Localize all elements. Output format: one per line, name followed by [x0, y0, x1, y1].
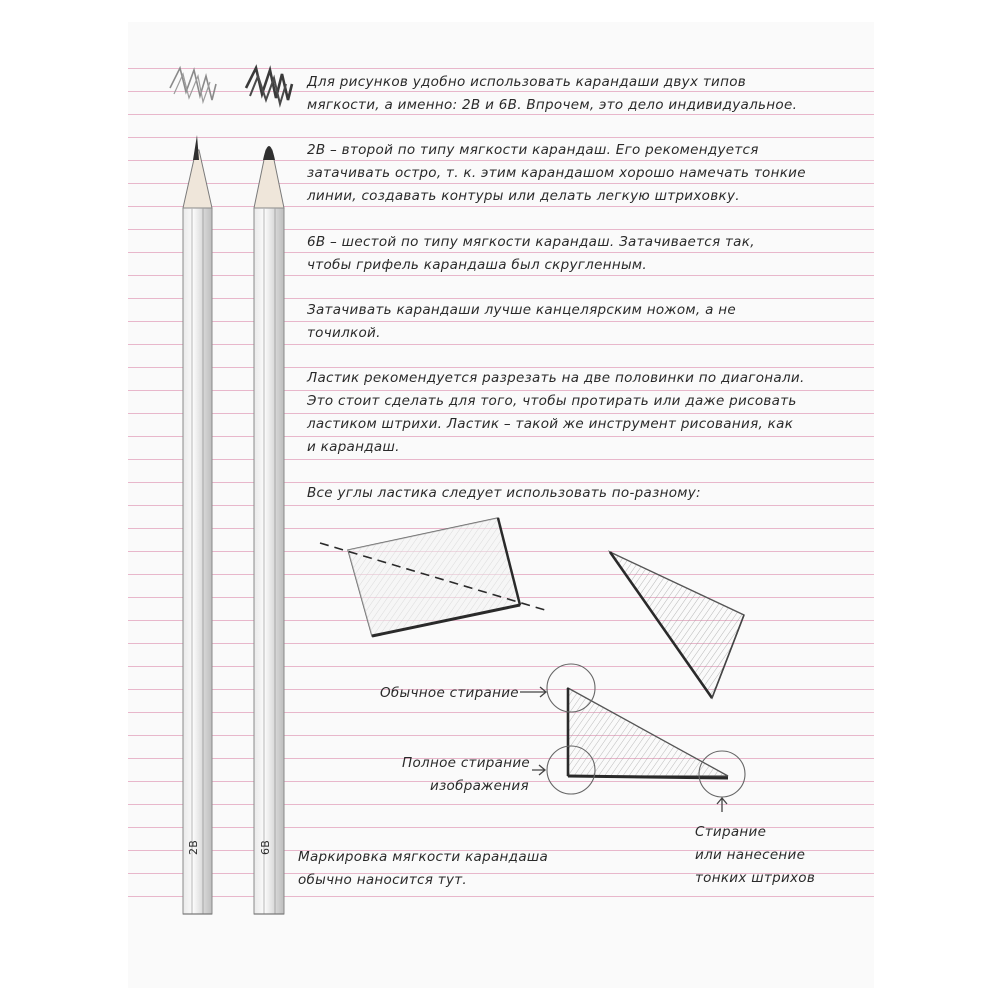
scribble-2b-icon — [170, 68, 216, 102]
eraser-half-icon — [610, 552, 744, 698]
paragraph-line: мягкости, а именно: 2В и 6В. Впрочем, это дело индивидуальное. — [307, 97, 798, 113]
pencil-2b-label: 2B — [187, 839, 200, 855]
label-fine-strokes: или нанесение — [695, 847, 806, 863]
paragraph-line: Для рисунков удобно использовать карандаши двух типов — [307, 74, 747, 90]
paragraph-line: Затачивать карандаши лучше канцелярским ножом, а не — [307, 302, 736, 318]
marking-note: Маркировка мягкости карандаша — [298, 849, 549, 865]
pencil-6b-label: 6B — [259, 839, 272, 855]
scribble-6b-icon — [246, 68, 292, 104]
paragraph-line: точилкой. — [307, 325, 381, 341]
paragraph-line: и карандаш. — [307, 439, 400, 455]
label-full-erasing: Полное стирание — [402, 755, 531, 771]
pencil-2b-icon — [183, 135, 212, 914]
pencil-6b-icon — [254, 146, 284, 914]
paragraph-line: 6В – шестой по типу мягкости карандаш. Затачивается так, — [307, 234, 755, 250]
paragraph-line: 2В – второй по типу мягкости карандаш. Его рекомендуется — [307, 142, 759, 158]
marking-note: обычно наносится тут. — [298, 872, 467, 888]
paragraph-line: ластиком штрихи. Ластик – такой же инструмент рисования, как — [307, 416, 794, 432]
label-fine-strokes: Стирание — [695, 824, 767, 840]
paragraph-line: затачивать остро, т. к. этим карандашом хорошо намечать тонкие — [307, 165, 806, 181]
label-normal-erasing: Обычное стирание — [380, 685, 519, 701]
label-full-erasing: изображения — [430, 778, 529, 794]
paragraph-line: Все углы ластика следует использовать по-разному: — [307, 485, 701, 501]
paragraph-line: линии, создавать контуры или делать легкую штриховку. — [307, 188, 740, 204]
eraser-whole-icon — [320, 518, 545, 636]
paragraph-line: Это стоит сделать для того, чтобы протирать или даже рисовать — [307, 393, 797, 409]
paragraph-line: чтобы грифель карандаша был скругленным. — [307, 257, 648, 273]
label-fine-strokes: тонких штрихов — [695, 870, 816, 886]
paragraph-line: Ластик рекомендуется разрезать на две половинки по диагонали. — [307, 370, 805, 386]
